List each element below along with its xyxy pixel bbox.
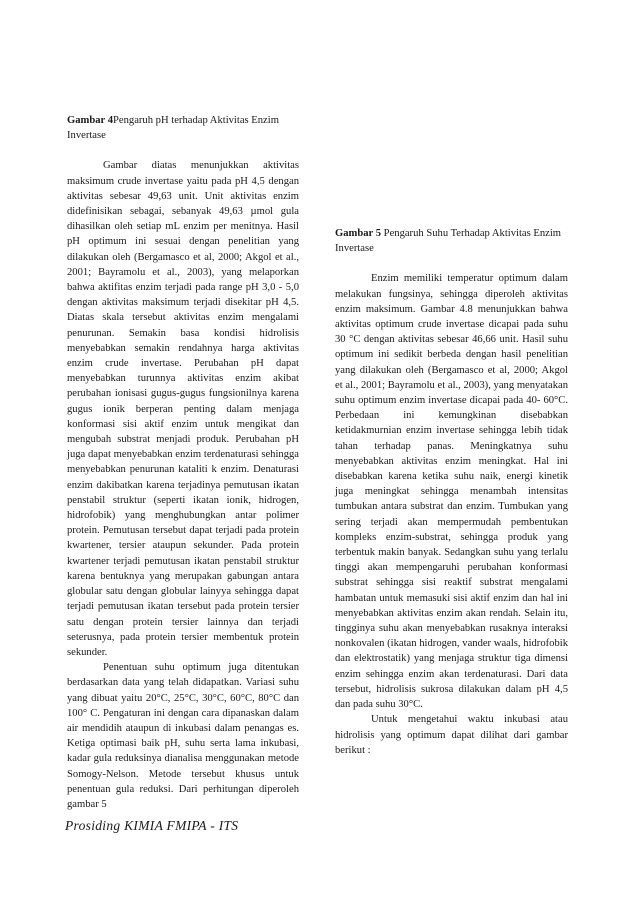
figure-5-caption-text: Pengaruh Suhu Terhadap Aktivitas Enzim Invertase <box>335 228 562 255</box>
paragraph-temperature-method: Penentuan suhu optimum juga ditentukan berdasarkan data yang telah didapatkan. Variasi suhu yang dibuat yaitu 20°C, 25°C, 30°C, 60°C, 80°C dan 100° C. Pengaturan ini dengan cara dipanaskan dalam air mendidih ataupun di inkubasi dalam penangas es. Ketiga optimasi baik pH, suhu serta lama inkubasi, kadar gula reduksinya dianalisa menggunakan metode Somogy-Nelson. Metode tersebut khusus untuk penentuan gula reduksi. Dari perhitungan diperoleh gambar 5 <box>67 662 299 810</box>
left-column <box>67 113 299 812</box>
proceedings-footer: Prosiding KIMIA FMIPA - ITS <box>65 818 239 833</box>
figure-4-label: Gambar 4 <box>67 115 114 126</box>
paragraph-temperature-discussion: Enzim memiliki temperatur optimum dalam melakukan fungsinya, sehingga diperoleh aktivitas enzim maksimum. Gambar 4.8 menunjukkan bahwa aktivitas optimum crude invertase dicapai pada suhu 30 °C dengan aktivitas sebesar 46,66 unit. Hasil suhu optimum ini sedikit berbeda dengan hasil penelitian yang dilakukan oleh (Bergamasco et al, 2000; Akgol et al., 2001; Bayramolu et al., 2003), yang menyatakan suhu optimum enzim invertase dicapai pada 40- 60°C. Perbedaan ini kemungkinan disebabkan ketidakmurnian enzim invertase sehingga lebih tidak tahan terhadap panas. Meningkatnya suhu menyebabkan aktivitas enzim meningkat. Hal ini disebabkan karena ketika suhu naik, energi kinetik juga meningkat sehingga menambah intensitas tumbukan antara substrat dan enzim. Tumbukan yang sering terjadi akan mempermudah pembentukan kompleks enzim-substrat, sehingga produk yang terbentuk makin banyak. Sedangkan suhu yang terlalu tinggi akan mempengaruhi perubahan konformasi substrat sehingga sisi reaktif substrat mengalami hambatan untuk memasuki sisi aktif enzim dan hal ini menyebabkan aktivitas enzim akan rendah. Selain itu, tingginya suhu akan menyebabkan rusaknya interaksi nonkovalen (ikatan hidrogen, vander waals, hidrofobik dan elektrostatik) yang menjaga struktur tiga dimensi enzim sehingga enzim akan terdenaturasi. Dari data tersebut, hidrolisis sukrosa dilakukan dalam pH 4,5 dan pada suhu 30°C. <box>335 273 568 711</box>
figure-4-caption <box>67 113 299 143</box>
figure-4-caption-text: Pengaruh pH terhadap Aktivitas Enzim Invertase <box>67 115 279 142</box>
right-column <box>335 226 568 758</box>
figure-5-label: Gambar 5 <box>335 228 382 239</box>
paragraph-incubation-intro: Untuk mengetahui waktu inkubasi atau hidrolisis yang optimum dapat dilihat dari gambar berikut : <box>335 714 568 756</box>
figure-5-caption <box>335 226 568 256</box>
paragraph-ph-discussion: Gambar diatas menunjukkan aktivitas maksimum crude invertase yaitu pada pH 4,5 dengan aktivitas sebesar 49,63 unit. Unit aktivitas enzim didefinisikan sebagai, sebanyak 49,63 µmol gula dihasilkan oleh setiap mL enzim per menitnya. Hasil pH optimum ini sesuai dengan penelitian yang dilakukan oleh (Bergamasco et al, 2000; Akgol et al., 2001; Bayramolu et al., 2003), yang melaporkan bahwa aktifitas enzim terjadi pada range pH 3,0 - 5,0 dengan aktivitas maksimum terjadi disekitar pH 4,5. Diatas skala tersebut aktivitas enzim mengalami penurunan. Semakin basa kondisi hidrolisis menyebabkan semakin rendahnya harga aktivitas enzim crude invertase. Perubahan pH dapat menyebabkan turunnya aktivitas enzim akibat perubahan ionisasi gugus-gugus fungsionilnya karena gugus ionik berperan penting dalam menjaga konformasi sisi aktif enzim untuk mengikat dan mengubah substrat menjadi produk. Perubahan pH juga dapat menyebabkan enzim terdenaturasi sehingga menyebabkan penurunan kataliti k enzim. Denaturasi enzim dakibatkan karena terjadinya pemutusan ikatan penstabil struktur (seperti ikatan ionik, hidrogen, hidrofobik) yang menghubungkan antar polimer protein. Pemutusan tersebut dapat terjadi pada protein kwartener, tersier ataupun sekunder. Pada protein kwartener terjadi pemutusan ikatan penstabil struktur karena bentuknya yang merupakan gabungan antara globular satu dengan globular lainyya sehingga dapat terjadi pemutusan ikatan tersebut pada protein tersier satu dengan protein tersier lainnya dan terjadi seterusnya, pada protein tersier membentuk protein sekunder. <box>67 160 299 658</box>
